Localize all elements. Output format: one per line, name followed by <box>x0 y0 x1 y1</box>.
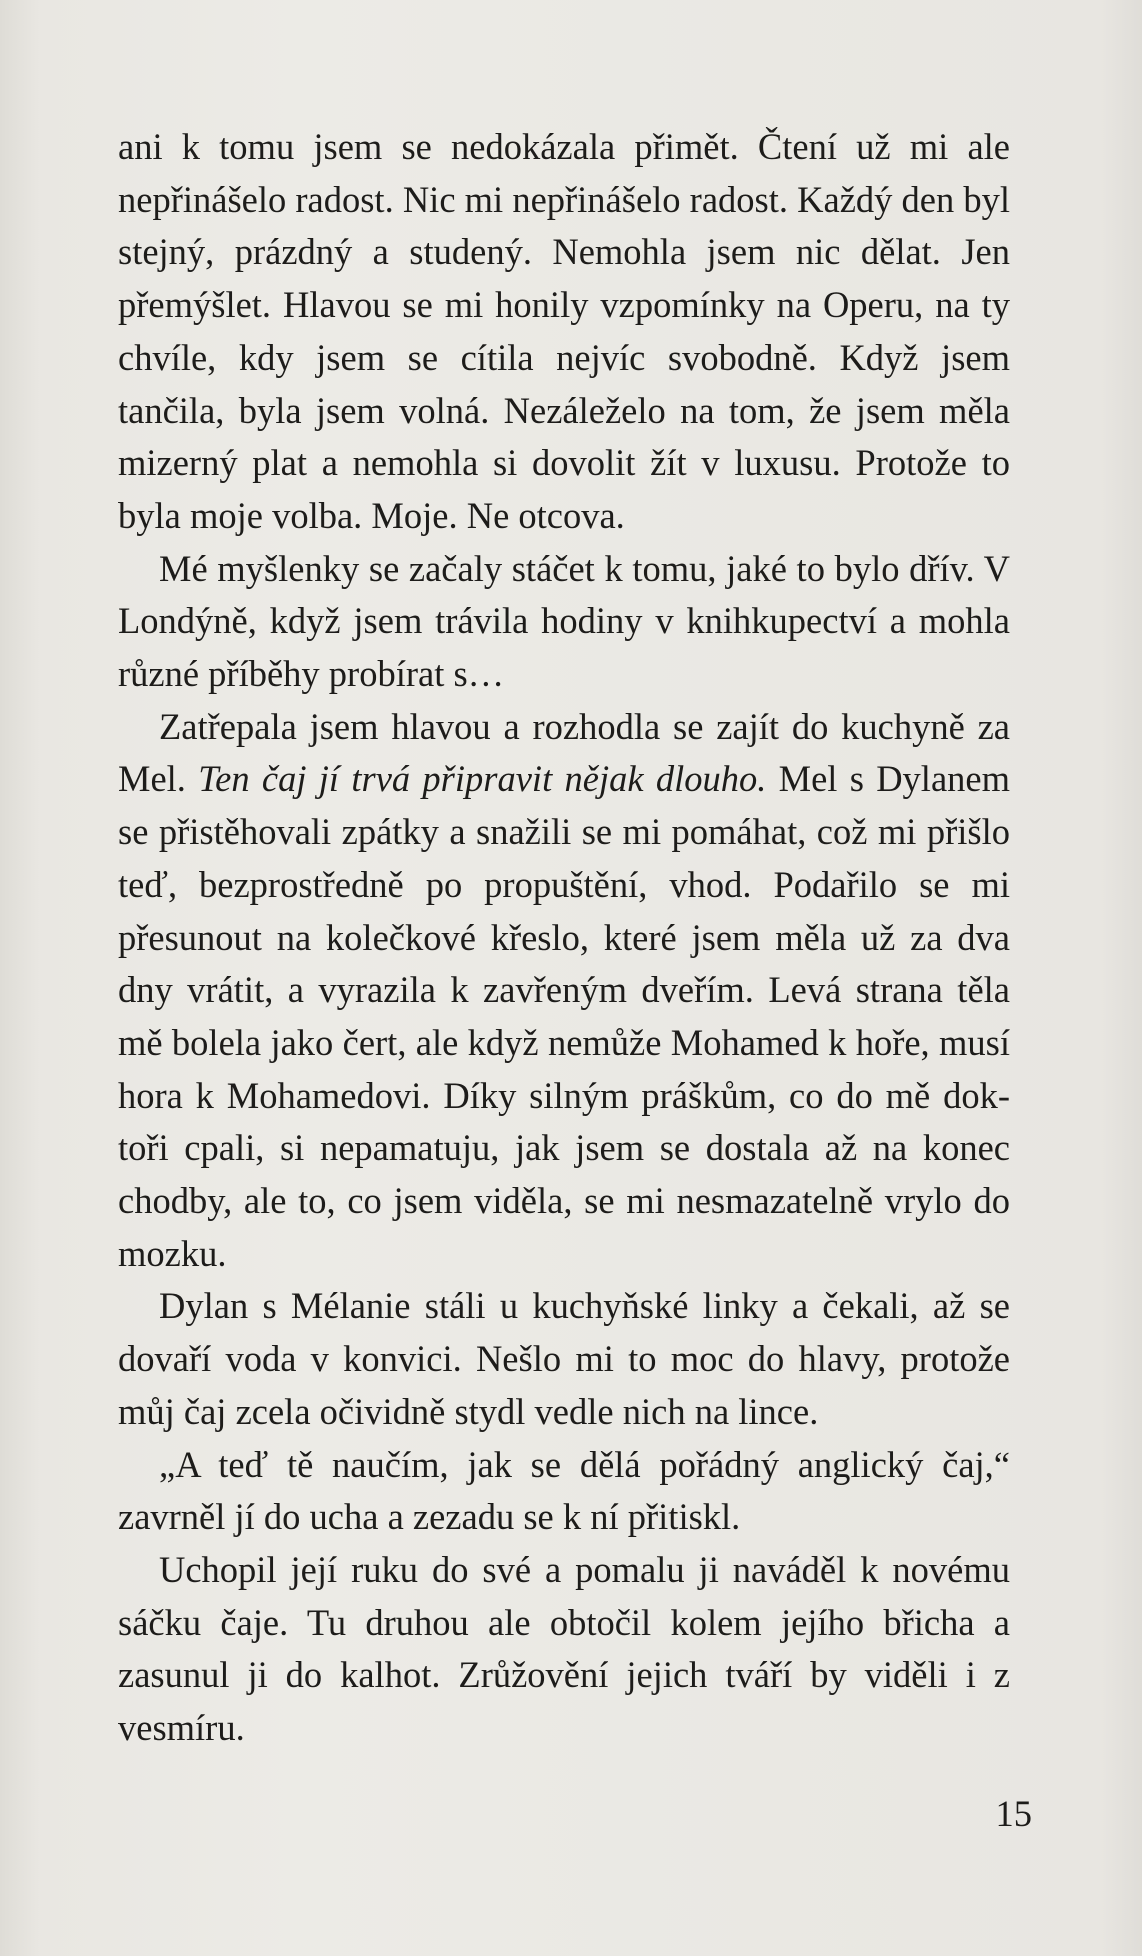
paragraph-4 <box>118 1280 1010 1438</box>
paragraph-6-text: Uchopil její ruku do své a pomalu ji naváděl k novému sáčku čaje. Tu druhou ale obtočil kolem jejího břicha a zasunul ji do kalhot. Zrůžovění jejich tváří by viděli i z vesmíru. <box>118 1548 1010 1749</box>
paragraph-2 <box>118 543 1010 701</box>
paragraph-3-text-end: Mel s Dylanem se přistěhovali zpátky a snažili se mi pomáhat, což mi přišlo teď, bezprostředně po propuštění, vhod. Podařilo se mi přesunout na kolečkové křeslo, které jsem měla už za dva dny vrátit, a vyrazila k zavřeným dveřím. Levá strana těla mě bolela jako čert, ale když nemůže Mohamed k hoře, musí hora k Mohamedovi. Díky silným práškům, co do mě doktoři cpali, si nepamatuju, jak jsem se dostala až na konec chodby, ale to, co jsem viděla, se mi nesmazatelně vrylo do mozku. <box>118 758 1010 1274</box>
paragraph-6 <box>118 1544 1010 1755</box>
paragraph-2-text: Mé myšlenky se začaly stáčet k tomu, jaké to bylo dřív. V Londýně, když jsem trávila hodiny v knihkupectví a mohla různé příběhy probírat s… <box>118 547 1010 695</box>
paragraph-5-text: „A teď tě naučím, jak se dělá pořádný anglický čaj,“ zavrněl jí do ucha a zezadu se k ní přitiskl. <box>118 1443 1010 1538</box>
paragraph-3 <box>118 701 1010 1281</box>
page-number: 15 <box>995 1793 1032 1834</box>
paragraph-3-text-start: Zatřepala jsem hlavou a rozhodla se zajít do kuchyně za Mel. <box>118 705 1010 800</box>
paragraph-4-text: Dylan s Mélanie stáli u kuchyňské linky a čekali, až se dovaří voda v konvici. Nešlo mi to moc do hlavy, protože můj čaj zcela očividně stydl vedle nich na lince. <box>118 1285 1010 1432</box>
paragraph-1 <box>118 121 1010 543</box>
paragraph-5 <box>118 1439 1010 1544</box>
paragraph-1-text: ani k tomu jsem se nedokázala přimět. Čtení už mi ale nepřinášelo radost. Nic mi nepřinášelo radost. Každý den byl stejný, prázdný a studený. Nemohla jsem nic dělat. Jen přemýšlet. Hlavou se mi honily vzpomínky na Operu, na ty chvíle, kdy jsem se cítila nejvíc svobodně. Když jsem tančila, byla jsem volná. Nezáleželo na tom, že jsem měla mizerný plat a nemohla si dovolit žít v luxusu. Protože to byla moje volba. Moje. Ne otcova. <box>118 126 1010 536</box>
body-text <box>118 121 1010 1755</box>
paragraph-3-italic-thought: Ten čaj jí trvá připravit nějak dlouho. <box>198 758 767 800</box>
